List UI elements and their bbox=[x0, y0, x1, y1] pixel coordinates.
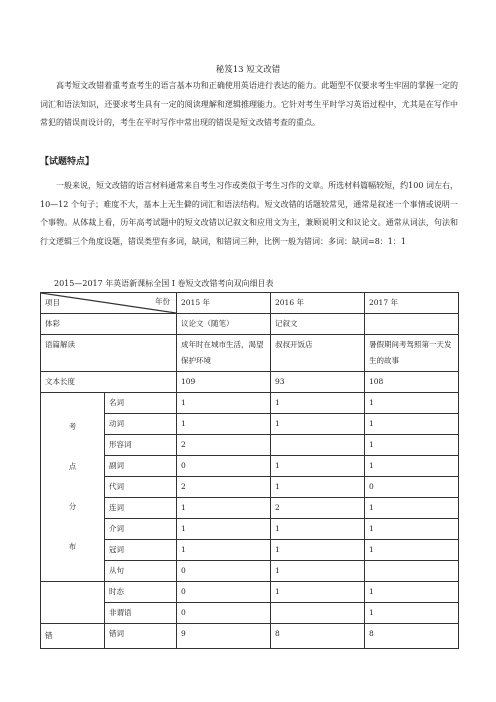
cell: 1 bbox=[365, 603, 459, 624]
header-year-2016: 2016 年 bbox=[271, 293, 365, 314]
cell: 108 bbox=[365, 372, 459, 393]
row-label: 文本长度 bbox=[41, 372, 177, 393]
page-title: 秘笈13 短文改错 bbox=[215, 65, 281, 75]
cell: 1 bbox=[271, 540, 365, 561]
cell: 1 bbox=[271, 519, 365, 540]
cell bbox=[271, 435, 365, 456]
cell bbox=[365, 314, 459, 335]
cell: 8 bbox=[271, 624, 365, 649]
cell: 1 bbox=[177, 540, 271, 561]
cell: 0 bbox=[177, 582, 271, 603]
cell: 1 bbox=[271, 582, 365, 603]
row-label: 错词 bbox=[105, 624, 177, 649]
cell: 8 bbox=[365, 624, 459, 649]
table-row bbox=[41, 372, 459, 393]
cell: 暑假期间考驾照第一天发生的故事 bbox=[365, 335, 459, 372]
row-label: 连词 bbox=[105, 498, 177, 519]
row-label: 从句 bbox=[105, 561, 177, 582]
cell: 0 bbox=[177, 603, 271, 624]
table-row bbox=[41, 335, 459, 372]
cell: 109 bbox=[177, 372, 271, 393]
cell: 9 bbox=[177, 624, 271, 649]
cell: 议论文（随笔） bbox=[177, 314, 271, 335]
cell: 叔叔开饭店 bbox=[271, 335, 365, 372]
cell: 1 bbox=[365, 540, 459, 561]
cell: 2 bbox=[177, 435, 271, 456]
cell: 1 bbox=[177, 414, 271, 435]
header-item-label: 项目 bbox=[45, 298, 60, 307]
cell: 1 bbox=[271, 561, 365, 582]
row-label: 语篇解读 bbox=[41, 335, 177, 372]
table-row bbox=[41, 624, 459, 649]
group-label-cuo: 错 bbox=[41, 624, 105, 649]
row-label: 代词 bbox=[105, 477, 177, 498]
cell: 2 bbox=[271, 498, 365, 519]
cell: 0 bbox=[177, 561, 271, 582]
cell: 2 bbox=[177, 477, 271, 498]
cell: 1 bbox=[365, 393, 459, 414]
cell: 93 bbox=[271, 372, 365, 393]
cell: 0 bbox=[365, 477, 459, 498]
cell: 1 bbox=[177, 393, 271, 414]
cell: 1 bbox=[365, 498, 459, 519]
cell: 1 bbox=[365, 582, 459, 603]
cell: 1 bbox=[271, 393, 365, 414]
row-label: 介词 bbox=[105, 519, 177, 540]
table-row bbox=[41, 314, 459, 335]
cell: 记叙文 bbox=[271, 314, 365, 335]
features-paragraph: 一般来说，短文改错的语言材料通常来自考生习作或类似于考生习作的文章。所选材料篇幅较短，约100 词左右，10—12 个句子；难度不大，基本上无生僻的词汇和语法结构。短文改错的话题较常见，通常是叙述一个事情或说明一个事物。从体裁上看，历年高考试题中的短文改错以记叙文和应用文为主，兼顾说明文和议论文。通常从词法，句法和行文逻辑三个角度设题，错误类型有多词，缺词，和错词三种，比例一般为错词：多词：缺词=8：1：1 bbox=[40, 181, 458, 246]
cell: 1 bbox=[271, 456, 365, 477]
group-label-kaodian: 考 点 分 布 bbox=[41, 393, 105, 582]
group-label-empty bbox=[41, 582, 105, 624]
cell: 1 bbox=[177, 519, 271, 540]
table-row bbox=[41, 582, 459, 603]
table-row bbox=[41, 393, 459, 414]
cell bbox=[365, 561, 459, 582]
cell: 0 bbox=[177, 456, 271, 477]
cell: 1 bbox=[177, 498, 271, 519]
cell: 1 bbox=[271, 414, 365, 435]
table-header-corner bbox=[41, 293, 177, 314]
row-label: 时态 bbox=[105, 582, 177, 603]
error-distribution-table bbox=[40, 292, 459, 649]
cell: 成年时在城市生活，渴望保护环境 bbox=[177, 335, 271, 372]
header-year-2017: 2017 年 bbox=[365, 293, 459, 314]
cell: 1 bbox=[365, 456, 459, 477]
cell bbox=[271, 603, 365, 624]
cell: 1 bbox=[365, 414, 459, 435]
row-label: 体彩 bbox=[41, 314, 177, 335]
row-label: 冠词 bbox=[105, 540, 177, 561]
row-label: 非谓语 bbox=[105, 603, 177, 624]
row-label: 名词 bbox=[105, 393, 177, 414]
cell: 1 bbox=[271, 477, 365, 498]
cell: 1 bbox=[365, 519, 459, 540]
section-heading: 【试题特点】 bbox=[40, 157, 95, 167]
row-label: 副词 bbox=[105, 456, 177, 477]
header-year-label: 年份 bbox=[155, 297, 170, 306]
table-caption: 2015—2017 年英语新课标全国 I 卷短文改错考向双向细目表 bbox=[54, 279, 274, 288]
intro-paragraph: 高考短文改错着重考查考生的语言基本功和正确使用英语进行表达的能力。此题型不仅要求考生牢固的掌握一定的词汇和语法知识，还要求考生具有一定的阅读理解和逻辑推理能力。它针对考生平时学习英语过程中，尤其是在写作中常犯的错误而设计的，考生在平时写作中常出现的错误是短文改错考查的重点。 bbox=[40, 81, 458, 128]
cell: 1 bbox=[365, 435, 459, 456]
row-label: 形容词 bbox=[105, 435, 177, 456]
row-label: 动词 bbox=[105, 414, 177, 435]
header-year-2015: 2015 年 bbox=[177, 293, 271, 314]
